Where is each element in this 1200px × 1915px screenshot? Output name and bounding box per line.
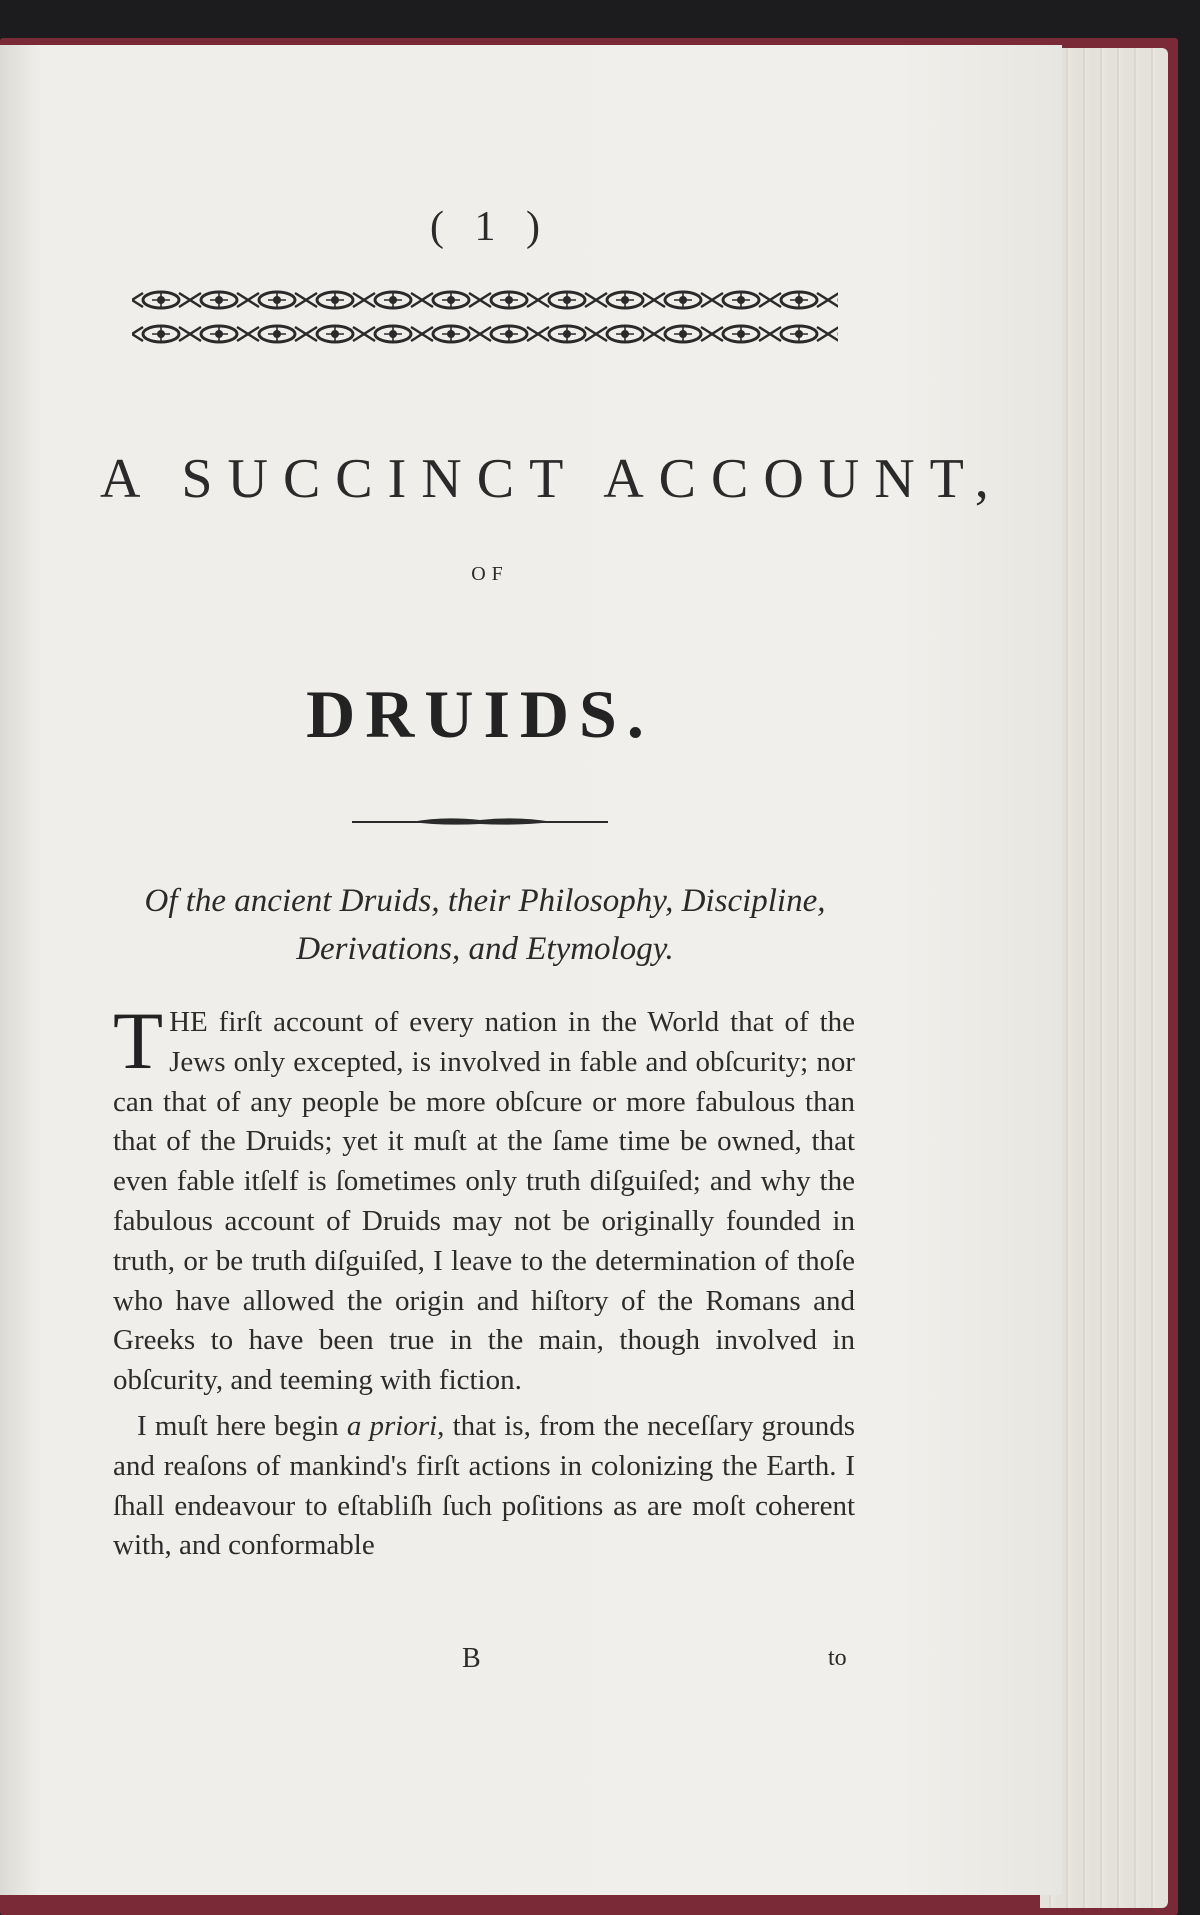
subtitle-line-2: Derivations, and Etymology. [296, 931, 674, 967]
ornamental-header-band [132, 283, 838, 351]
body-text [113, 995, 855, 1566]
paragraph-2 [113, 1407, 855, 1566]
title-of: OF [471, 563, 509, 585]
subtitle-line-1: Of the ancient Druids, their Philosophy, Discipline, [144, 883, 826, 919]
paragraph-2-italic: a priori [346, 1409, 438, 1442]
catchword: to [828, 1645, 847, 1671]
chapter-subtitle [100, 877, 870, 973]
book-page [0, 45, 1062, 1895]
paragraph-2-before: I muſt here begin [137, 1409, 347, 1442]
drop-cap: T [113, 995, 164, 1086]
title-main: A SUCCINCT ACCOUNT, [100, 448, 1004, 510]
title-druids: DRUIDS. [306, 676, 654, 752]
paragraph-1 [113, 995, 855, 1401]
paragraph-1-text: HE firſt account of every nation in the World that of the Jews only excepted, is involved in fable and obſcurity; nor can that of any people be more obſcure or more fabulous than that of the Druids; yet it muſt at the ſame time be owned, that even fable itſelf is ſometimes only truth diſguiſed; and why the fabulous account of Druids may not be originally founded in truth, or be truth diſguiſed, I leave to the determination of thoſe who have allowed the origin and hiſtory of the Romans and Greeks to have been true in the main, though involved in obſcurity, and teeming with fiction. [113, 1006, 855, 1397]
paragraph-2-after: , that is, from the neceſſary grounds and reaſons of mankind's firſt actions in colonizing the Earth. I ſhall endeavour to eſtabliſh ſuch poſitions as are moſt coherent with, and conformable [113, 1409, 855, 1562]
page-number: ( 1 ) [430, 204, 550, 250]
signature-mark: B [462, 1643, 481, 1674]
decorative-rule [352, 813, 608, 829]
